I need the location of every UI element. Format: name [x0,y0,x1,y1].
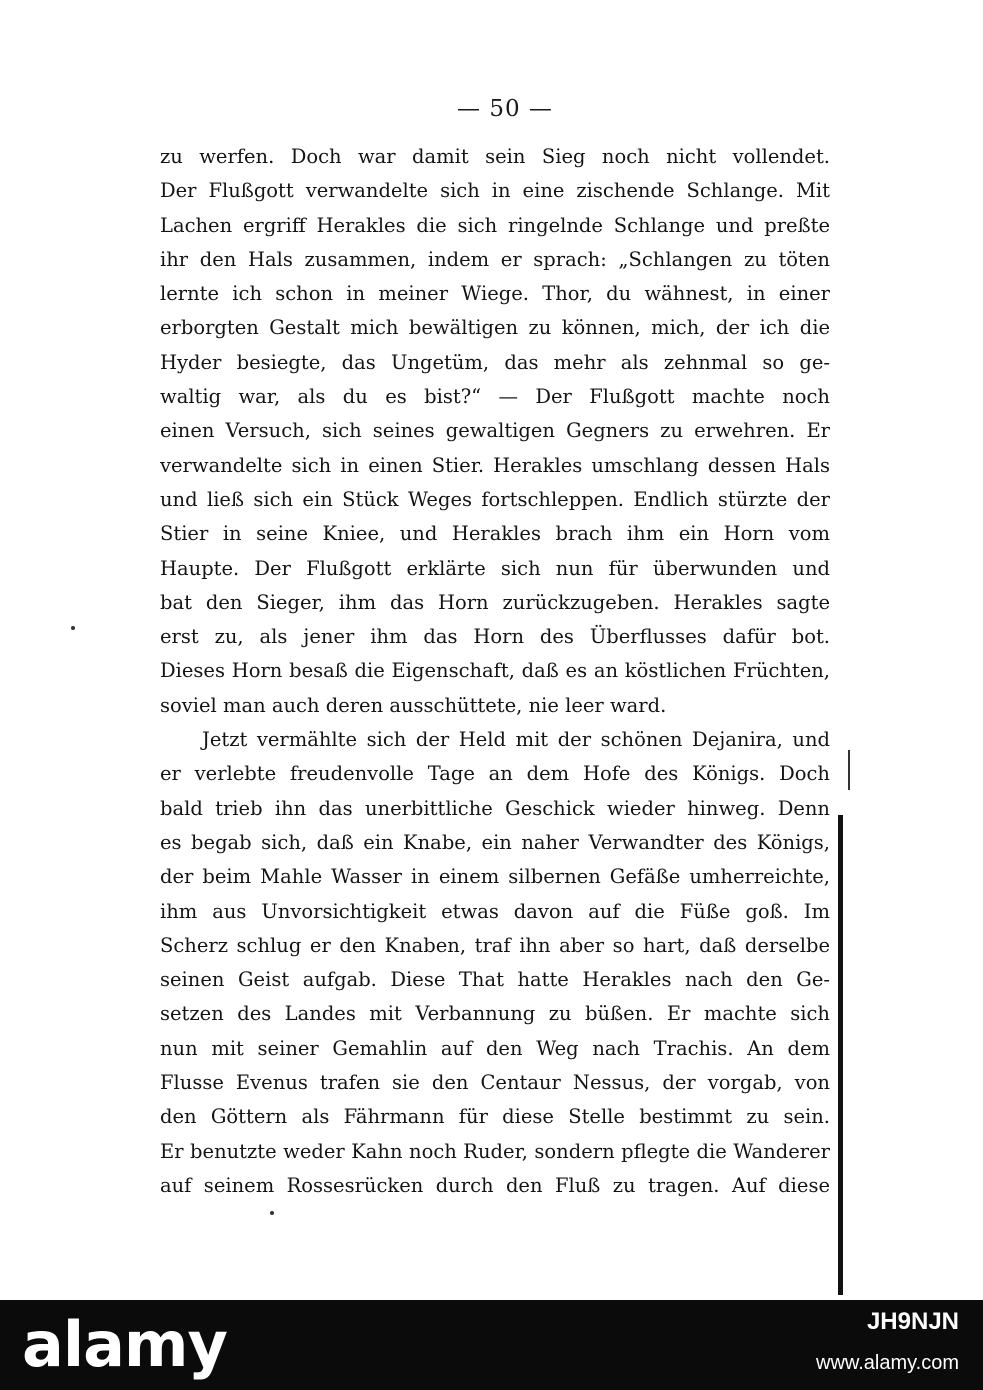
text-line: bat den Sieger, ihm das Horn zurückzugeben. Herakles sagte [160,590,830,614]
text-line: Stier in seine Kniee, und Herakles brach ihm ein Horn vom [160,522,830,546]
text-line: erst zu, als jener ihm das Horn des Überflusses dafür bot. [160,625,830,649]
text-line: Lachen ergriff Herakles die sich ringelnde Schlange und preßte [160,213,830,237]
watermark-banner [0,1300,983,1390]
text-line: Hyder besiegte, das Ungetüm, das mehr als zehnmal so ge- [160,350,830,374]
site-url: www.alamy.com [816,1352,959,1374]
text-line: verwandelte sich in einen Stier. Herakles umschlang dessen Hals [160,453,830,477]
body-text [160,140,830,1203]
scan-speck [71,626,75,630]
text-line: einen Versuch, sich seines gewaltigen Gegners zu erwehren. Er [160,419,830,443]
page-number: — 50 — [457,96,553,122]
text-line: zu werfen. Doch war damit sein Sieg noch nicht vollendet. [160,145,830,168]
text-line: waltig war, als du es bist?“ — Der Flußgott machte noch [160,385,830,409]
text-line: der beim Mahle Wasser in einem silbernen Gefäße umherreichte, [160,865,830,889]
scan-speck [270,1211,274,1215]
text-line: ihm aus Unvorsichtigkeit etwas davon auf die Füße goß. Im [160,899,830,923]
text-line: Haupte. Der Flußgott erklärte sich nun für überwunden und [160,556,830,580]
text-line: Scherz schlug er den Knaben, traf ihn aber so hart, daß derselbe [160,933,830,957]
image-id: JH9NJN [866,1308,959,1335]
text-line-paragraph-start: Jetzt vermählte sich der Held mit der schönen Dejanira, und [202,728,830,752]
text-line: Der Flußgott verwandelte sich in eine zischende Schlange. Mit [160,179,830,203]
text-line: Dieses Horn besaß die Eigenschaft, daß es an köstlichen Früchten, [160,659,830,683]
text-line: er verlebte freudenvolle Tage an dem Hofe des Königs. Doch [160,762,830,786]
text-line: seinen Geist aufgab. Diese That hatte Herakles nach den Ge- [160,968,830,992]
text-line: auf seinem Rossesrücken durch den Fluß zu tragen. Auf diese [160,1173,830,1197]
text-line: ihr den Hals zusammen, indem er sprach: „Schlangen zu töten [160,247,830,271]
text-line: erborgten Gestalt mich bewältigen zu können, mich, der ich die [160,316,830,340]
text-line: und ließ sich ein Stück Weges fortschleppen. Endlich stürzte der [160,487,830,511]
text-line: lernte ich schon in meiner Wiege. Thor, du wähnest, in einer [160,282,830,306]
text-line: es begab sich, daß ein Knabe, ein naher Verwandter des Königs, [160,830,830,854]
text-line: Flusse Evenus trafen sie den Centaur Nessus, der vorgab, von [160,1071,830,1095]
scan-edge-mark [848,750,850,790]
text-line: nun mit seiner Gemahlin auf den Weg nach Trachis. An dem [160,1036,830,1060]
text-line: bald trieb ihn das unerbittliche Geschick wieder hinweg. Denn [160,796,830,820]
text-line: den Göttern als Fährmann für diese Stelle bestimmt zu sein. [160,1105,830,1129]
text-line-paragraph-end: soviel man auch deren ausschüttete, nie leer ward. [160,693,667,717]
alamy-logo: alamy [22,1308,227,1381]
text-line: Er benutzte weder Kahn noch Ruder, sondern pflegte die Wanderer [160,1139,830,1163]
text-line: setzen des Landes mit Verbannung zu büßen. Er machte sich [160,1002,830,1026]
scan-edge-shadow [838,815,843,1295]
